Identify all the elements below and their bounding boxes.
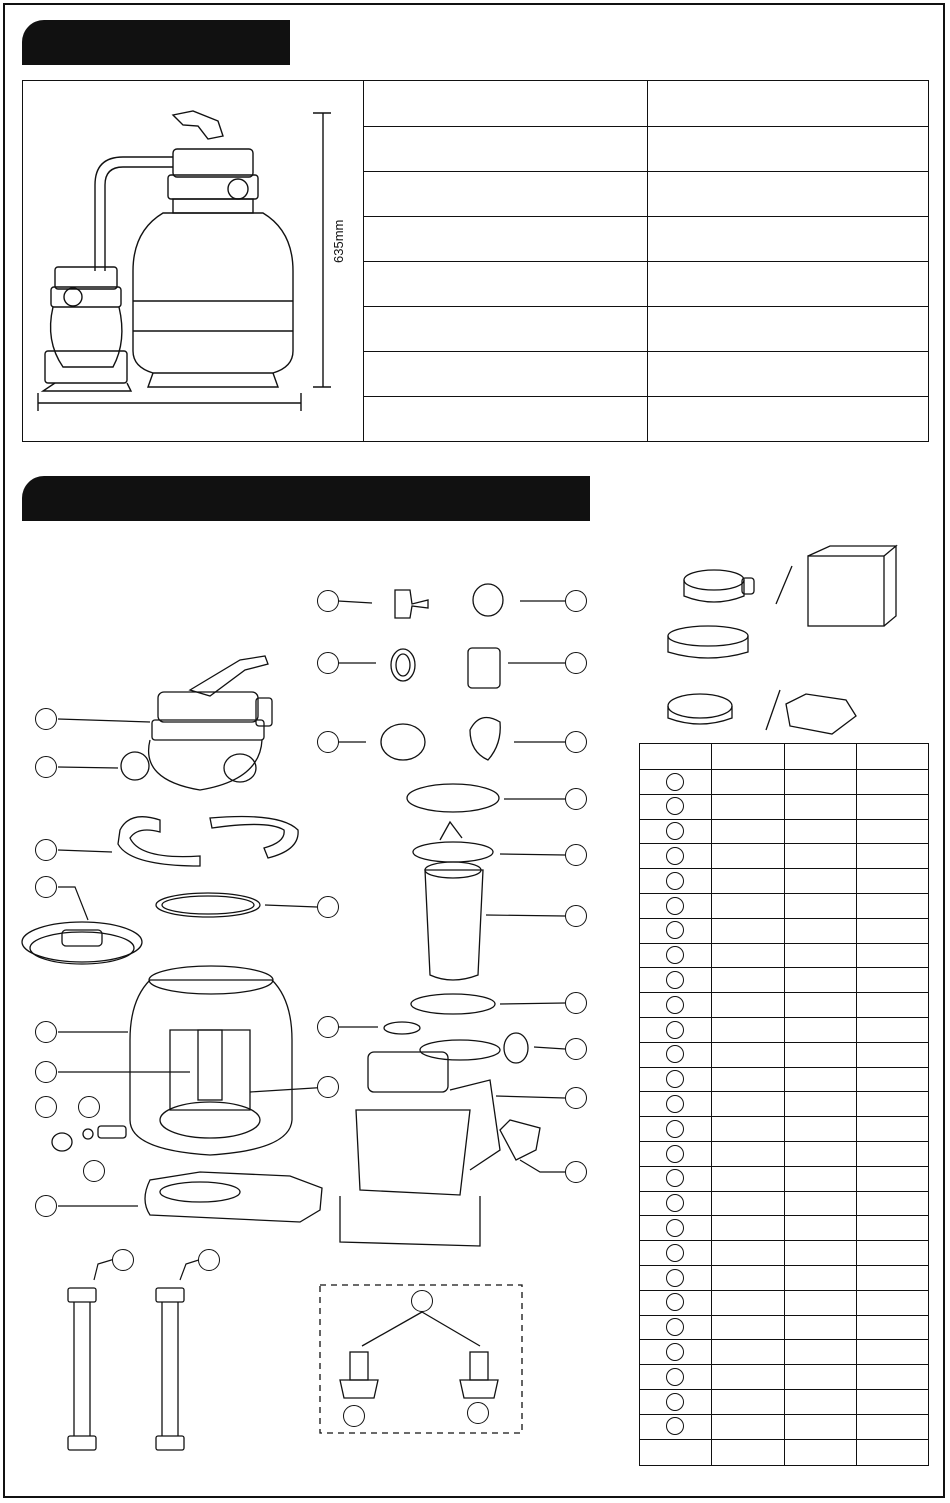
part-number-circle <box>666 1021 684 1039</box>
callout <box>317 652 339 674</box>
part-number-circle <box>666 971 684 989</box>
callout <box>565 788 587 810</box>
callout <box>343 1405 365 1427</box>
callout <box>112 1249 134 1271</box>
part-number-circle <box>666 1368 684 1386</box>
table-row <box>640 868 928 869</box>
part-number-circle <box>666 946 684 964</box>
part-number-circle <box>666 897 684 915</box>
table-row <box>640 1240 928 1241</box>
table-row <box>640 1315 928 1316</box>
table-row <box>640 1091 928 1092</box>
callout <box>317 1076 339 1098</box>
callout <box>565 1161 587 1183</box>
callout <box>317 731 339 753</box>
part-number-circle <box>666 1219 684 1237</box>
callout <box>565 905 587 927</box>
part-number-circle <box>666 1393 684 1411</box>
table-row <box>640 1339 928 1340</box>
table-row <box>640 1364 928 1365</box>
table-row <box>640 967 928 968</box>
table-row <box>640 1191 928 1192</box>
part-number-circle <box>666 996 684 1014</box>
part-number-circle <box>666 1269 684 1287</box>
table-row <box>640 1166 928 1167</box>
part-number-circle <box>666 1417 684 1435</box>
callout <box>317 1016 339 1038</box>
part-number-circle <box>666 1095 684 1113</box>
table-row <box>640 843 928 844</box>
callout <box>35 1096 57 1118</box>
callout <box>83 1160 105 1182</box>
callout <box>565 992 587 1014</box>
callout <box>565 1038 587 1060</box>
callout <box>35 708 57 730</box>
part-number-circle <box>666 1120 684 1138</box>
part-number-circle <box>666 1169 684 1187</box>
callout <box>35 1195 57 1217</box>
table-row <box>640 1141 928 1142</box>
part-number-circle <box>666 1070 684 1088</box>
table-row <box>640 943 928 944</box>
callout <box>35 756 57 778</box>
table-row <box>640 1042 928 1043</box>
table-row <box>640 992 928 993</box>
callout <box>198 1249 220 1271</box>
table-row <box>640 1265 928 1266</box>
part-number-circle <box>666 1318 684 1336</box>
table-row <box>640 893 928 894</box>
table-row <box>640 1067 928 1068</box>
parts-reference-table <box>639 743 929 1466</box>
callout <box>467 1402 489 1424</box>
callout <box>565 731 587 753</box>
callout <box>565 652 587 674</box>
part-number-circle <box>666 847 684 865</box>
table-row <box>640 918 928 919</box>
part-number-circle <box>666 1293 684 1311</box>
table-row <box>640 1017 928 1018</box>
callout <box>35 1061 57 1083</box>
table-row <box>640 1116 928 1117</box>
table-row <box>640 1215 928 1216</box>
callout <box>317 896 339 918</box>
part-number-circle <box>666 1145 684 1163</box>
table-row <box>640 819 928 820</box>
callout <box>35 1021 57 1043</box>
callout <box>565 590 587 612</box>
part-number-circle <box>666 1343 684 1361</box>
table-column-line <box>784 744 785 1465</box>
table-row <box>640 769 928 770</box>
callout <box>411 1290 433 1312</box>
callout <box>35 876 57 898</box>
part-number-circle <box>666 797 684 815</box>
part-number-circle <box>666 822 684 840</box>
callout <box>565 1087 587 1109</box>
table-row <box>640 794 928 795</box>
table-row <box>640 1389 928 1390</box>
callout <box>78 1096 100 1118</box>
height-dimension-label: 635mm <box>331 219 346 263</box>
table-row <box>640 1439 928 1440</box>
table-column-line <box>711 744 712 1465</box>
part-number-circle <box>666 872 684 890</box>
part-number-circle <box>666 921 684 939</box>
part-number-circle <box>666 773 684 791</box>
callout <box>317 590 339 612</box>
part-number-circle <box>666 1194 684 1212</box>
table-column-line <box>856 744 857 1465</box>
part-number-circle <box>666 1244 684 1262</box>
part-number-circle <box>666 1045 684 1063</box>
table-row <box>640 1414 928 1415</box>
callout <box>565 844 587 866</box>
callout <box>35 839 57 861</box>
table-row <box>640 1290 928 1291</box>
